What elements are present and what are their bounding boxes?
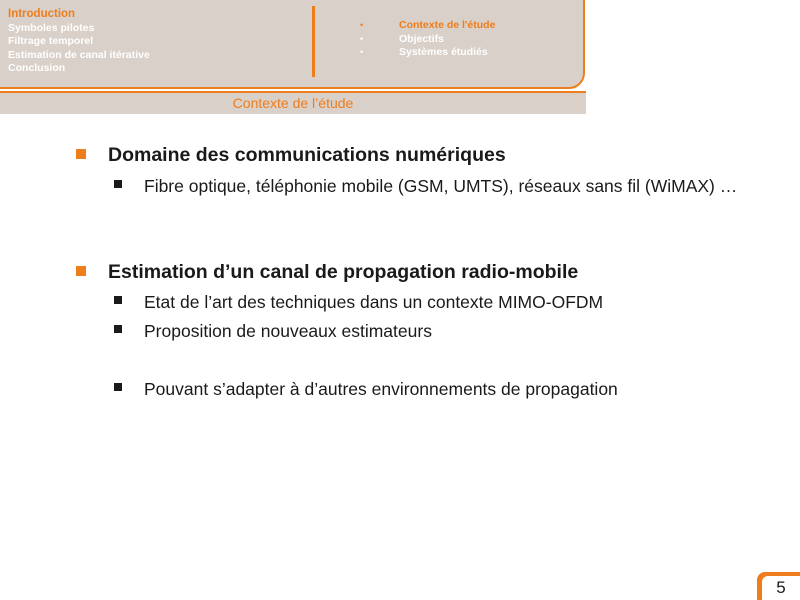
title-bar-line — [0, 91, 586, 93]
square-bullet-icon — [114, 325, 122, 333]
section-nav — [8, 8, 150, 76]
square-bullet-icon — [76, 266, 86, 276]
sub-bullet-proposition: Proposition de nouveaux estimateurs — [144, 321, 432, 341]
sub-bullet-pouvant: Pouvant s’adapter à d’autres environnements de propagation — [144, 379, 618, 399]
page-number: 5 — [762, 576, 800, 600]
section-nav-filtrage-temporel[interactable]: Filtrage temporel — [8, 35, 94, 47]
section-nav-conclusion[interactable]: Conclusion — [8, 62, 66, 74]
subsection-bullet: • — [360, 47, 364, 57]
subsection-bullet: • — [360, 33, 364, 44]
section-nav-symboles-pilotes[interactable]: Symboles pilotes — [8, 21, 95, 34]
section-nav-introduction[interactable]: Introduction — [8, 8, 76, 20]
subsection-label: Objectifs — [399, 32, 444, 45]
sub-bullet-fibre: Fibre optique, téléphonie mobile (GSM, UMTS), réseaux sans fil (WiMAX) … — [144, 176, 738, 196]
square-bullet-icon — [114, 383, 122, 391]
square-bullet-icon — [114, 180, 122, 188]
square-bullet-icon — [114, 296, 122, 304]
sub-bullet-etat-art: Etat de l’art des techniques dans un contexte MIMO-OFDM — [144, 292, 604, 312]
square-bullet-icon — [76, 149, 86, 159]
bullet-item-domaine: Domaine des communications numériques — [108, 144, 506, 166]
header-divider — [312, 6, 315, 77]
subsection-label: Systèmes étudiés — [399, 46, 488, 58]
section-nav-estimation-iterative[interactable]: Estimation de canal itérative — [8, 48, 150, 61]
subsection-label: Contexte de l'étude — [399, 19, 496, 31]
title-bar — [0, 91, 586, 114]
bullet-item-estimation: Estimation d’un canal de propagation radio-mobile — [108, 261, 579, 283]
subsection-bullet: • — [360, 20, 364, 30]
page-number-box — [757, 572, 800, 600]
slide-title: Contexte de l’étude — [232, 95, 354, 111]
